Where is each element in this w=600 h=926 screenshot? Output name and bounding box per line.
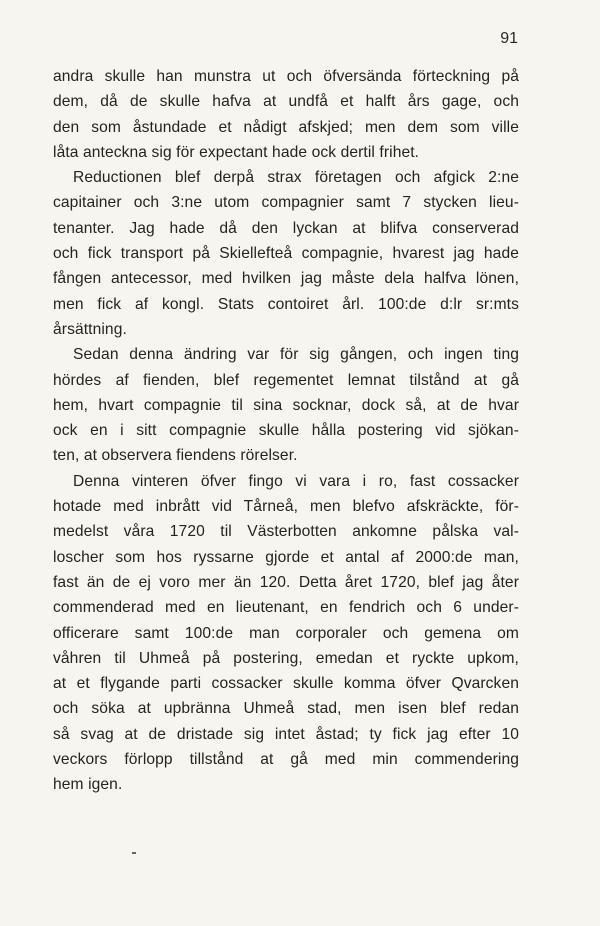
text-line: den som åstundade et nådigt afskjed; men dem som ville — [53, 118, 519, 136]
text-line: men fick af kongl. Stats contoiret årl. 100:de d:lr sr:mts — [53, 295, 519, 313]
text-line: årsättning. — [53, 320, 127, 338]
text-line: veckors förlopp tillstånd at gå med min commendering — [53, 751, 519, 769]
text-line: hem, hvart compagnie til sina socknar, dock så, at de hvar — [53, 396, 519, 414]
body-text — [53, 64, 519, 798]
text-line: ock en i sitt compagnie skulle hålla postering vid sjökan- — [53, 422, 519, 440]
page-number: 91 — [500, 30, 518, 47]
text-line: fången antecessor, med hvilken jag måste dela halfva lönen, — [53, 270, 519, 288]
text-line: hotade med inbrått vid Tårneå, men blefvo afskräckte, för- — [53, 498, 519, 516]
text-line: och söka at upbränna Uhmeå stad, men isen blef redan — [53, 700, 519, 718]
text-line: capitainer och 3:ne utom compagnier samt 7 stycken lieu- — [53, 194, 519, 212]
print-speck — [132, 852, 136, 854]
text-line: officerare samt 100:de man corporaler och gemena om — [53, 624, 519, 642]
text-line: Denna vinteren öfver fingo vi vara i ro, fast cossacker — [73, 472, 519, 490]
text-line: ten, at observera fiendens rörelser. — [53, 447, 298, 465]
text-line: och fick transport på Skiellefteå compagnie, hvarest jag hade — [53, 245, 519, 263]
text-line: tenanter. Jag hade då den lyckan at blifva conserverad — [53, 219, 519, 237]
text-line: medelst våra 1720 til Västerbotten ankomne pålska val- — [53, 523, 519, 541]
text-line: hördes af fienden, blef regementet lemnat tilstånd at gå — [53, 371, 519, 389]
text-line: Sedan denna ändring var för sig gången, och ingen ting — [73, 346, 519, 364]
text-line: våhren til Uhmeå på postering, emedan et ryckte upkom, — [53, 649, 519, 667]
text-line: commenderad med en lieutenant, en fendrich och 6 under- — [53, 599, 519, 617]
text-line: så svag at de dristade sig intet åstad; ty fick jag efter 10 — [53, 725, 519, 743]
text-line: at et flygande parti cossacker skulle komma öfver Qvarcken — [53, 675, 519, 693]
text-line: hem igen. — [53, 776, 123, 794]
text-line: loscher som hos ryssarne gjorde et antal af 2000:de man, — [53, 548, 519, 566]
text-line: låta anteckna sig för expectant hade ock dertil frihet. — [53, 143, 420, 161]
text-line: andra skulle han munstra ut och öfversända förteckning på — [53, 68, 519, 85]
text-line: Reductionen blef derpå strax företagen och afgick 2:ne — [73, 169, 519, 187]
text-line: dem, då de skulle hafva at undfå et halft års gage, och — [53, 93, 519, 111]
text-line: fast än de ej voro mer än 120. Detta året 1720, blef jag åter — [53, 573, 519, 591]
